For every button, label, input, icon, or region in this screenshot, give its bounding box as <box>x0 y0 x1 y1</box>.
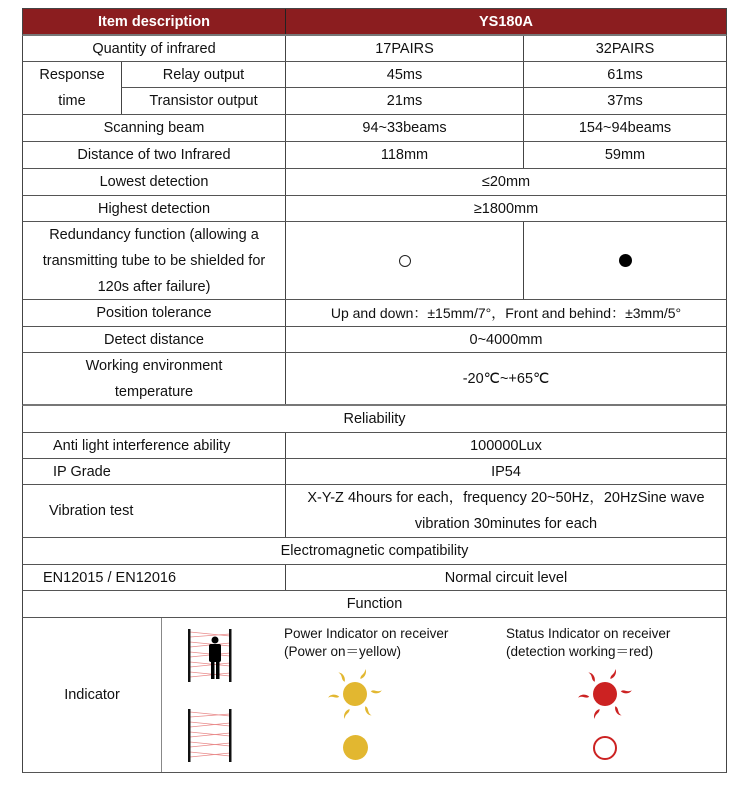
power-indicator-title: Power Indicator on receiver <box>284 626 449 641</box>
row-label: Working environment temperature <box>85 357 223 400</box>
section-title: Reliability <box>343 411 406 427</box>
row-label: Response time <box>39 67 105 109</box>
section-title: Electromagnetic compatibility <box>280 543 469 559</box>
value: X-Y-Z 4hours for each，frequency 20~50Hz，20HzSine wave vibration 30minutes for each <box>285 485 726 537</box>
light-curtain-clear-icon <box>186 708 234 764</box>
value: IP54 <box>285 459 726 484</box>
row-label: IP Grade <box>53 463 111 480</box>
open-circle-icon <box>399 255 411 267</box>
value: 100000Lux <box>285 433 726 458</box>
value: Up and down：±15mm/7°，Front and behind：±3mm/5° <box>285 300 726 326</box>
row-label: EN12015 / EN12016 <box>43 569 177 586</box>
table-row-scanning-beam <box>22 115 727 142</box>
section-title: Function <box>346 596 403 612</box>
value-17pairs: 17PAIRS <box>285 36 523 61</box>
section-reliability <box>22 406 727 433</box>
row-label: Lowest detection <box>99 174 209 190</box>
power-indicator-caption <box>284 625 448 661</box>
power-indicator-steady-icon <box>343 735 368 760</box>
value: 0~4000mm <box>285 327 726 352</box>
relay-a: 45ms <box>285 62 523 88</box>
table-row-detect <box>22 327 727 353</box>
status-indicator-title: Status Indicator on receiver <box>506 626 671 641</box>
table-row-anti-light <box>22 433 727 459</box>
relay-label: Relay output <box>121 62 285 88</box>
table-row-vibration <box>22 485 727 538</box>
section-function <box>22 591 727 618</box>
header-item-description: Item description <box>98 13 210 30</box>
relay-b: 61ms <box>523 62 726 88</box>
value-a: 118mm <box>285 142 523 168</box>
table-row-quantity <box>22 36 727 62</box>
row-label: Scanning beam <box>103 120 205 136</box>
detection-active-sun-icon <box>577 666 633 722</box>
redundancy-a <box>285 222 523 299</box>
value: Normal circuit level <box>285 565 726 590</box>
table-row-position <box>22 300 727 327</box>
header-model: YS180A <box>285 9 726 34</box>
power-on-sun-icon <box>327 666 383 722</box>
row-label: Indicator <box>64 687 120 703</box>
table-row-highest <box>22 196 727 222</box>
row-label: Redundancy function (allowing a transmitting tube to be shielded for 120s after failure) <box>42 226 266 295</box>
value: -20℃~+65℃ <box>285 353 726 404</box>
row-label: Distance of two Infrared <box>77 147 231 163</box>
transistor-label: Transistor output <box>121 88 285 114</box>
table-row-ip-grade <box>22 459 727 485</box>
filled-circle-icon <box>619 254 632 267</box>
row-label: Detect distance <box>104 331 204 348</box>
table-row-response-time <box>22 62 727 115</box>
table-row-temperature <box>22 353 727 406</box>
table-header <box>22 8 727 36</box>
value-32pairs: 32PAIRS <box>523 36 726 61</box>
status-indicator-off-icon <box>593 736 617 760</box>
spec-table <box>22 8 727 773</box>
status-indicator-caption <box>506 625 670 661</box>
row-label: Anti light interference ability <box>53 437 231 454</box>
redundancy-b <box>523 222 726 299</box>
table-row-lowest <box>22 169 727 196</box>
section-emc <box>22 538 727 565</box>
row-label: Vibration test <box>49 503 134 519</box>
indicator-content <box>161 618 726 772</box>
value: ≤20mm <box>285 169 726 195</box>
row-label: Highest detection <box>97 200 211 217</box>
table-row-distance <box>22 142 727 169</box>
table-row-en12015 <box>22 565 727 591</box>
transistor-b: 37ms <box>523 88 726 114</box>
light-curtain-with-person-icon <box>186 628 234 684</box>
power-indicator-subtitle: (Power on＝yellow) <box>284 644 402 659</box>
table-row-indicator <box>22 618 727 773</box>
row-label: Quantity of infrared <box>92 40 216 57</box>
value-a: 94~33beams <box>285 115 523 141</box>
value-b: 59mm <box>523 142 726 168</box>
value-b: 154~94beams <box>523 115 726 141</box>
value: ≥1800mm <box>285 196 726 221</box>
table-row-redundancy <box>22 222 727 300</box>
status-indicator-subtitle: (detection working＝red) <box>506 644 654 659</box>
transistor-a: 21ms <box>285 88 523 114</box>
row-label: Position tolerance <box>96 305 212 321</box>
